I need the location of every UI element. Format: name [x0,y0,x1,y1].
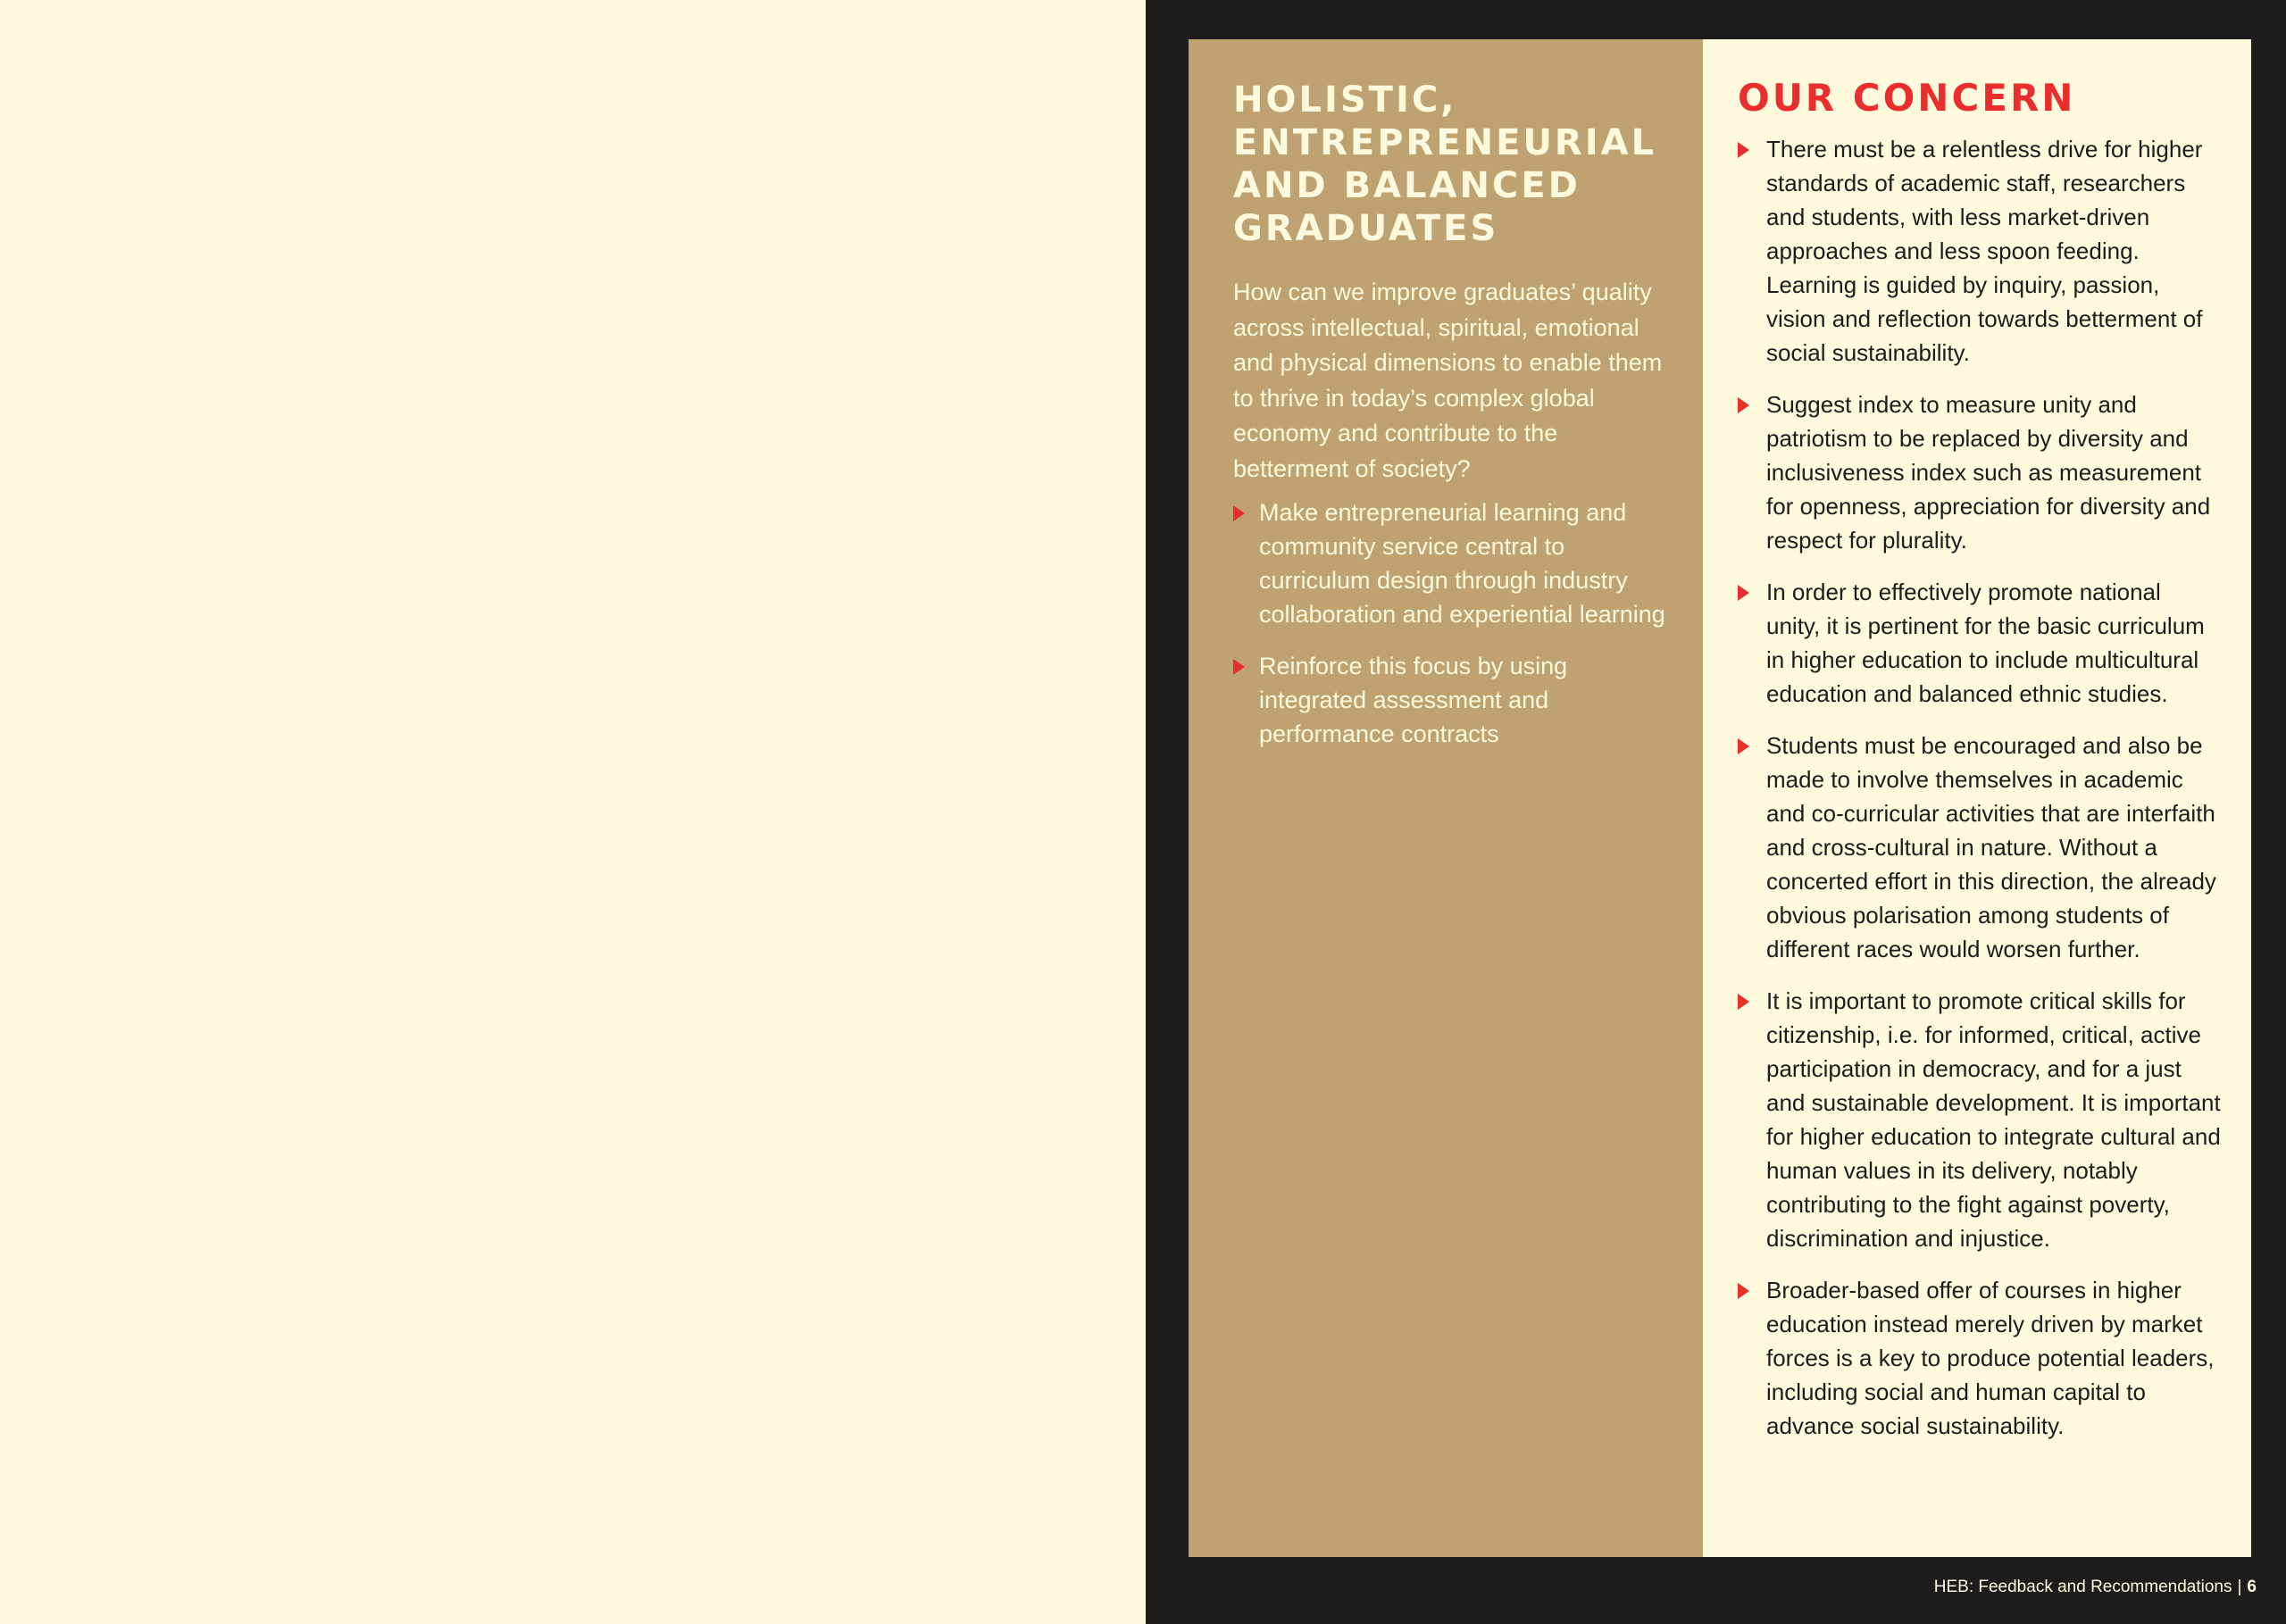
list-item-text: Students must be encouraged and also be made to involve themselves in academic and co-curricular activities that are interfaith and cross-cultural in nature. Without a concerted effort in this direction, the already obvious polarisation among students of different races would worsen further. [1766,732,2216,962]
list-item [1233,649,1673,751]
gold-column-heading [1233,79,1673,250]
red-triangle-bullet-icon [1738,585,1749,601]
list-item [1738,729,2221,966]
list-item-text: In order to effectively promote national unity, it is pertinent for the basic curriculum in higher education to include multicultural education and balanced ethnic studies. [1766,579,2205,707]
concern-bullet-list [1738,132,2221,1443]
red-triangle-bullet-icon [1738,1283,1749,1299]
red-triangle-bullet-icon [1738,397,1749,413]
red-triangle-bullet-icon [1738,994,1749,1010]
gold-column [1189,39,1703,1557]
list-item-text: Reinforce this focus by using integrated assessment and performance contracts [1259,653,1568,747]
footer-separator: | [2237,1578,2242,1596]
gold-heading-line: ENTREPRENEURIAL [1233,122,1657,163]
list-item-text: It is important to promote critical skills for citizenship, i.e. for informed, critical, active participation in democracy, and for a just and sustainable development. It is important for higher education to integrate cultural and human values in its delivery, notably contributing to the fight against poverty, discrimination and injustice. [1766,987,2221,1252]
red-triangle-bullet-icon [1738,738,1749,754]
list-item [1738,387,2221,557]
list-item-text: Make entrepreneurial learning and community service central to curriculum design through industry collaboration and experiential learning [1259,499,1665,628]
footer-text: HEB: Feedback and Recommendations [1933,1578,2232,1596]
red-triangle-bullet-icon [1233,505,1245,521]
page-footer [1934,1575,2257,1600]
list-item [1738,132,2221,370]
gold-heading-line: HOLISTIC, [1233,79,1457,121]
page-number: 6 [2247,1578,2257,1596]
gold-heading-line: AND BALANCED [1233,165,1581,206]
red-triangle-bullet-icon [1233,659,1245,675]
list-item [1738,1273,2221,1443]
list-item-text: Suggest index to measure unity and patriotism to be replaced by diversity and inclusiveness index such as measurement for openness, appreciation for diversity and respect for plurality. [1766,391,2211,554]
list-item [1738,984,2221,1255]
gold-heading-line: GRADUATES [1233,208,1499,249]
list-item-text: Broader-based offer of courses in higher education instead merely driven by market forces is a key to produce potential leaders, including social and human capital to advance social sustainability. [1766,1277,2215,1439]
red-triangle-bullet-icon [1738,142,1749,158]
concern-heading: OUR CONCERN [1738,76,2076,120]
list-item-text: There must be a relentless drive for higher standards of academic staff, researchers and students, with less market-driven approaches and less spoon feeding. Learning is guided by inquiry, passion, vision and reflection towards betterment of social sustainability. [1766,136,2203,366]
list-item [1233,496,1673,631]
concern-column [1703,39,2251,1557]
list-item [1738,575,2221,711]
gold-column-intro: How can we improve graduates’ quality across intellectual, spiritual, emotional and physical dimensions to enable them to thrive in today’s complex global economy and contribute to the betterment of society? [1233,279,1663,482]
gold-bullet-list [1233,496,1673,751]
